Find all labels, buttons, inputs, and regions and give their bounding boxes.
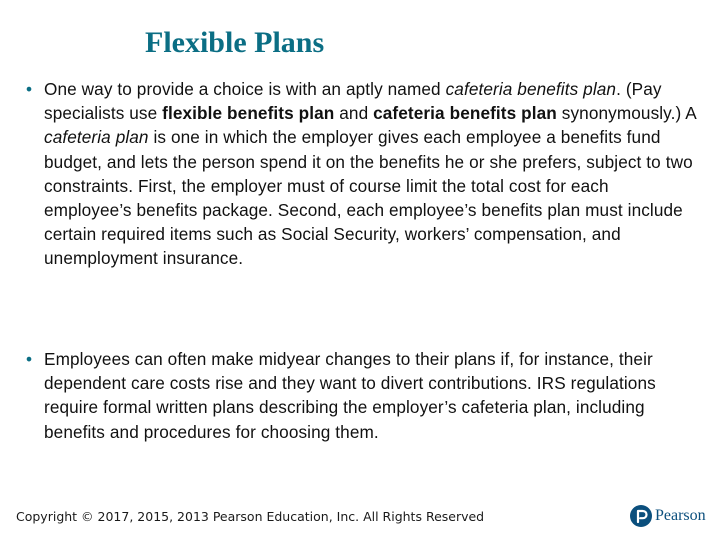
bold-term: flexible benefits plan (162, 103, 335, 124)
italic-term: cafeteria benefits plan (445, 79, 617, 99)
copyright-notice: Copyright © 2017, 2015, 2013 Pearson Education, Inc. All Rights Reserved (16, 509, 485, 524)
italic-term: cafeteria plan (44, 127, 149, 148)
bold-term: cafeteria benefits plan (373, 103, 557, 124)
pearson-logo (630, 505, 706, 527)
slide-title: Flexible Plans (145, 26, 325, 59)
text-run: Employees can often make midyear changes to their plans if, for instance, their dependent care costs rise and they want to divert contributions. IRS regulations require formal written plans describing the employer’s cafeteria plan, including benefits and procedures for choosing them. (44, 349, 656, 442)
pearson-logo-icon (630, 505, 652, 527)
bullet-marker: • (26, 79, 33, 99)
text-run: . (Pay specialists use (44, 79, 662, 124)
text-run: synonymously.) A (556, 103, 696, 124)
text-run: is one in which the employer gives each employee a benefits fund budget, and lets the person spend it on the benefits he or she prefers, subject to two constraints. First, the employer must of course limit the total cost for each employee’s benefits package. Second, each employee’s benefits plan must include certain required items such as Social Security, workers’ compensation, and unemployment insurance. (44, 127, 693, 269)
bullet-item (26, 347, 696, 444)
bullet-text (44, 77, 696, 271)
bullet-item (26, 77, 696, 271)
pearson-logo-text: Pearson (655, 507, 706, 524)
bullet-text (44, 347, 696, 444)
text-run: One way to provide a choice is with an aptly named (44, 79, 446, 99)
text-run: and (334, 103, 374, 124)
bullet-marker: • (26, 349, 33, 369)
